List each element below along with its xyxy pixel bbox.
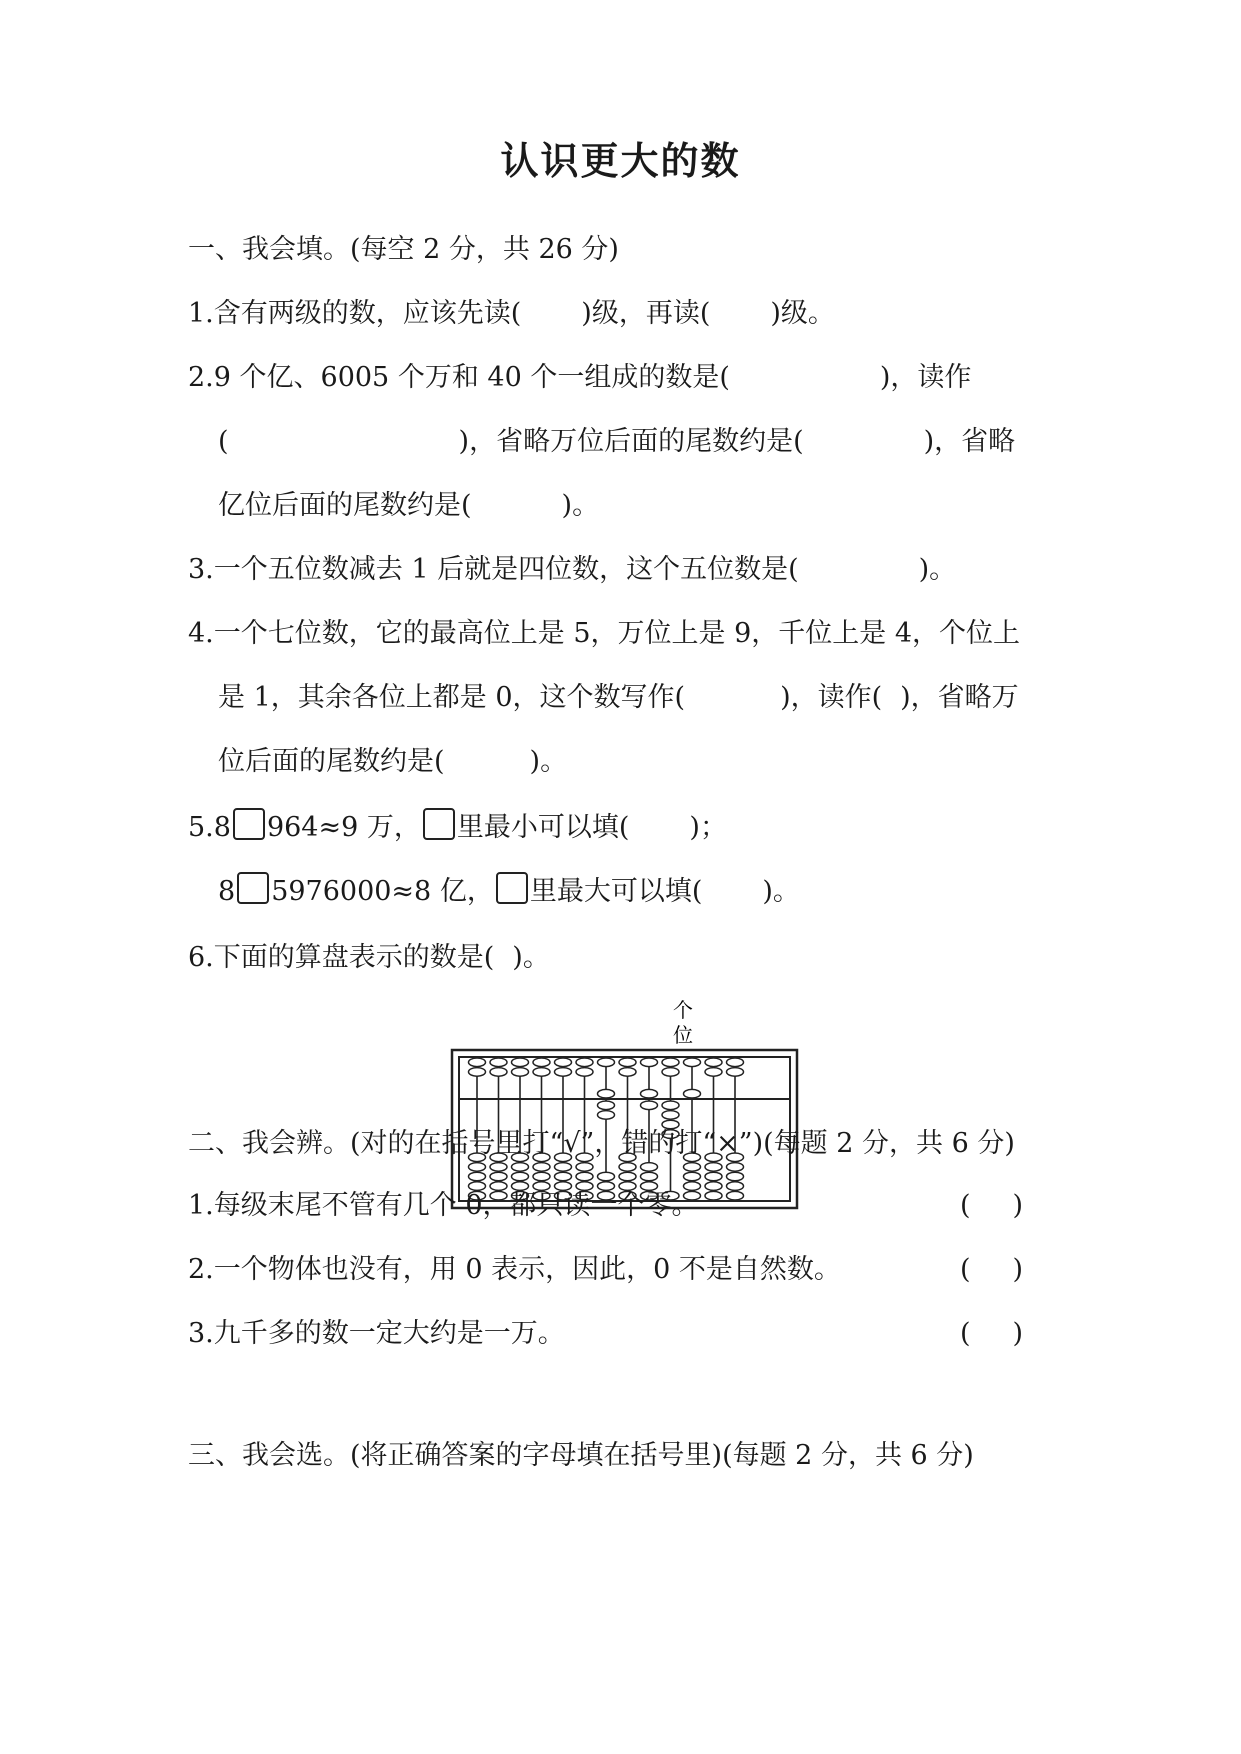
abacus-bead (641, 1101, 658, 1110)
judge-item-2: 2.一个物体也没有，用 0 表示，因此，0 不是自然数。 (188, 1254, 841, 1285)
question-1-3: 3.一个五位数减去 1 后就是四位数，这个五位数是( )。 (188, 554, 957, 585)
abacus-bead (641, 1089, 658, 1098)
abacus-bead (555, 1068, 572, 1077)
abacus-bead (490, 1058, 507, 1067)
section2-heading: 二、我会辨。(对的在括号里打“√”，错的打“×”)(每题 2 分，共 6 分) (188, 1128, 1015, 1159)
abacus-bead (598, 1058, 615, 1067)
question-1-2-line1: 2.9 个亿、6005 个万和 40 个一组成的数是( )，读作 (188, 362, 972, 393)
question-1-4-line2: 是 1，其余各位上都是 0，这个数写作( )，读作( )，省略万 (218, 682, 1019, 713)
abacus-bead (727, 1058, 744, 1067)
abacus-bead (619, 1068, 636, 1077)
abacus-bead (533, 1058, 550, 1067)
abacus-bead (727, 1068, 744, 1077)
abacus-bead (727, 1191, 744, 1200)
abacus-bead (705, 1068, 722, 1077)
question-1-2-line3: 亿位后面的尾数约是( )。 (218, 490, 600, 521)
abacus-bead (705, 1172, 722, 1181)
abacus-bead (641, 1058, 658, 1067)
question-1-2-line2: ( )，省略万位后面的尾数约是( )，省略 (218, 426, 1016, 457)
abacus-bead (469, 1068, 486, 1077)
question-1-1: 1.含有两级的数，应该先读( )级，再读( )级。 (188, 298, 835, 329)
abacus-bead (512, 1058, 529, 1067)
abacus-bead (555, 1172, 572, 1181)
abacus-bead (469, 1058, 486, 1067)
abacus-bead (662, 1068, 679, 1077)
abacus-bead (705, 1058, 722, 1067)
ones-place-label-top: 个 (673, 1000, 693, 1022)
abacus (450, 1000, 800, 1215)
digit-box[interactable] (233, 808, 265, 840)
answer-paren-3[interactable]: ( ) (960, 1318, 1024, 1349)
abacus-bead (512, 1068, 529, 1077)
abacus-bead (705, 1182, 722, 1191)
question-1-6: 6.下面的算盘表示的数是( )。 (188, 942, 550, 973)
abacus-bead (598, 1101, 615, 1110)
abacus-bead (490, 1172, 507, 1181)
question-1-4-line1: 4.一个七位数，它的最高位上是 5，万位上是 9，千位上是 4，个位上 (188, 618, 1021, 649)
section1-heading: 一、我会填。(每空 2 分，共 26 分) (188, 234, 619, 265)
digit-box (496, 872, 528, 904)
abacus-bead (512, 1172, 529, 1181)
abacus-bead (469, 1172, 486, 1181)
ones-place-label-bottom: 位 (673, 1023, 693, 1047)
abacus-bead (684, 1172, 701, 1181)
digit-box (423, 808, 455, 840)
abacus-bead (705, 1191, 722, 1200)
abacus-bead (662, 1111, 679, 1120)
abacus-bead (576, 1172, 593, 1181)
abacus-bead (684, 1058, 701, 1067)
abacus-bead (662, 1058, 679, 1067)
abacus-bead (684, 1089, 701, 1098)
digit-box[interactable] (237, 872, 269, 904)
abacus-bead (533, 1068, 550, 1077)
abacus-bead (576, 1058, 593, 1067)
abacus-bead (727, 1172, 744, 1181)
abacus-bead (598, 1172, 615, 1181)
abacus-bead (598, 1111, 615, 1120)
answer-paren-1[interactable]: ( ) (960, 1190, 1024, 1221)
page-title: 认识更大的数 (500, 139, 741, 183)
abacus-bead (598, 1089, 615, 1098)
abacus-bead (576, 1068, 593, 1077)
abacus-bead (555, 1058, 572, 1067)
abacus-bead (619, 1058, 636, 1067)
question-1-4-line3: 位后面的尾数约是( )。 (218, 746, 568, 777)
question-1-5-line2: 8 5976000≈8 亿， 里最大可以填( )。 (218, 872, 800, 912)
question-1-5-line1: 5.8 964≈9 万， 里最小可以填( )； (188, 808, 727, 848)
abacus-bead (490, 1068, 507, 1077)
judge-item-3: 3.九千多的数一定大约是一万。 (188, 1318, 565, 1349)
abacus-bead (641, 1172, 658, 1181)
judge-item-1: 1.每级末尾不管有几个 0，都只读一个零。 (188, 1190, 699, 1221)
section3-heading: 三、我会选。(将正确答案的字母填在括号里)(每题 2 分，共 6 分) (188, 1440, 974, 1471)
abacus-bead (662, 1101, 679, 1110)
abacus-bead (619, 1172, 636, 1181)
answer-paren-2[interactable]: ( ) (960, 1254, 1024, 1285)
abacus-bead (727, 1182, 744, 1191)
abacus-bead (533, 1172, 550, 1181)
